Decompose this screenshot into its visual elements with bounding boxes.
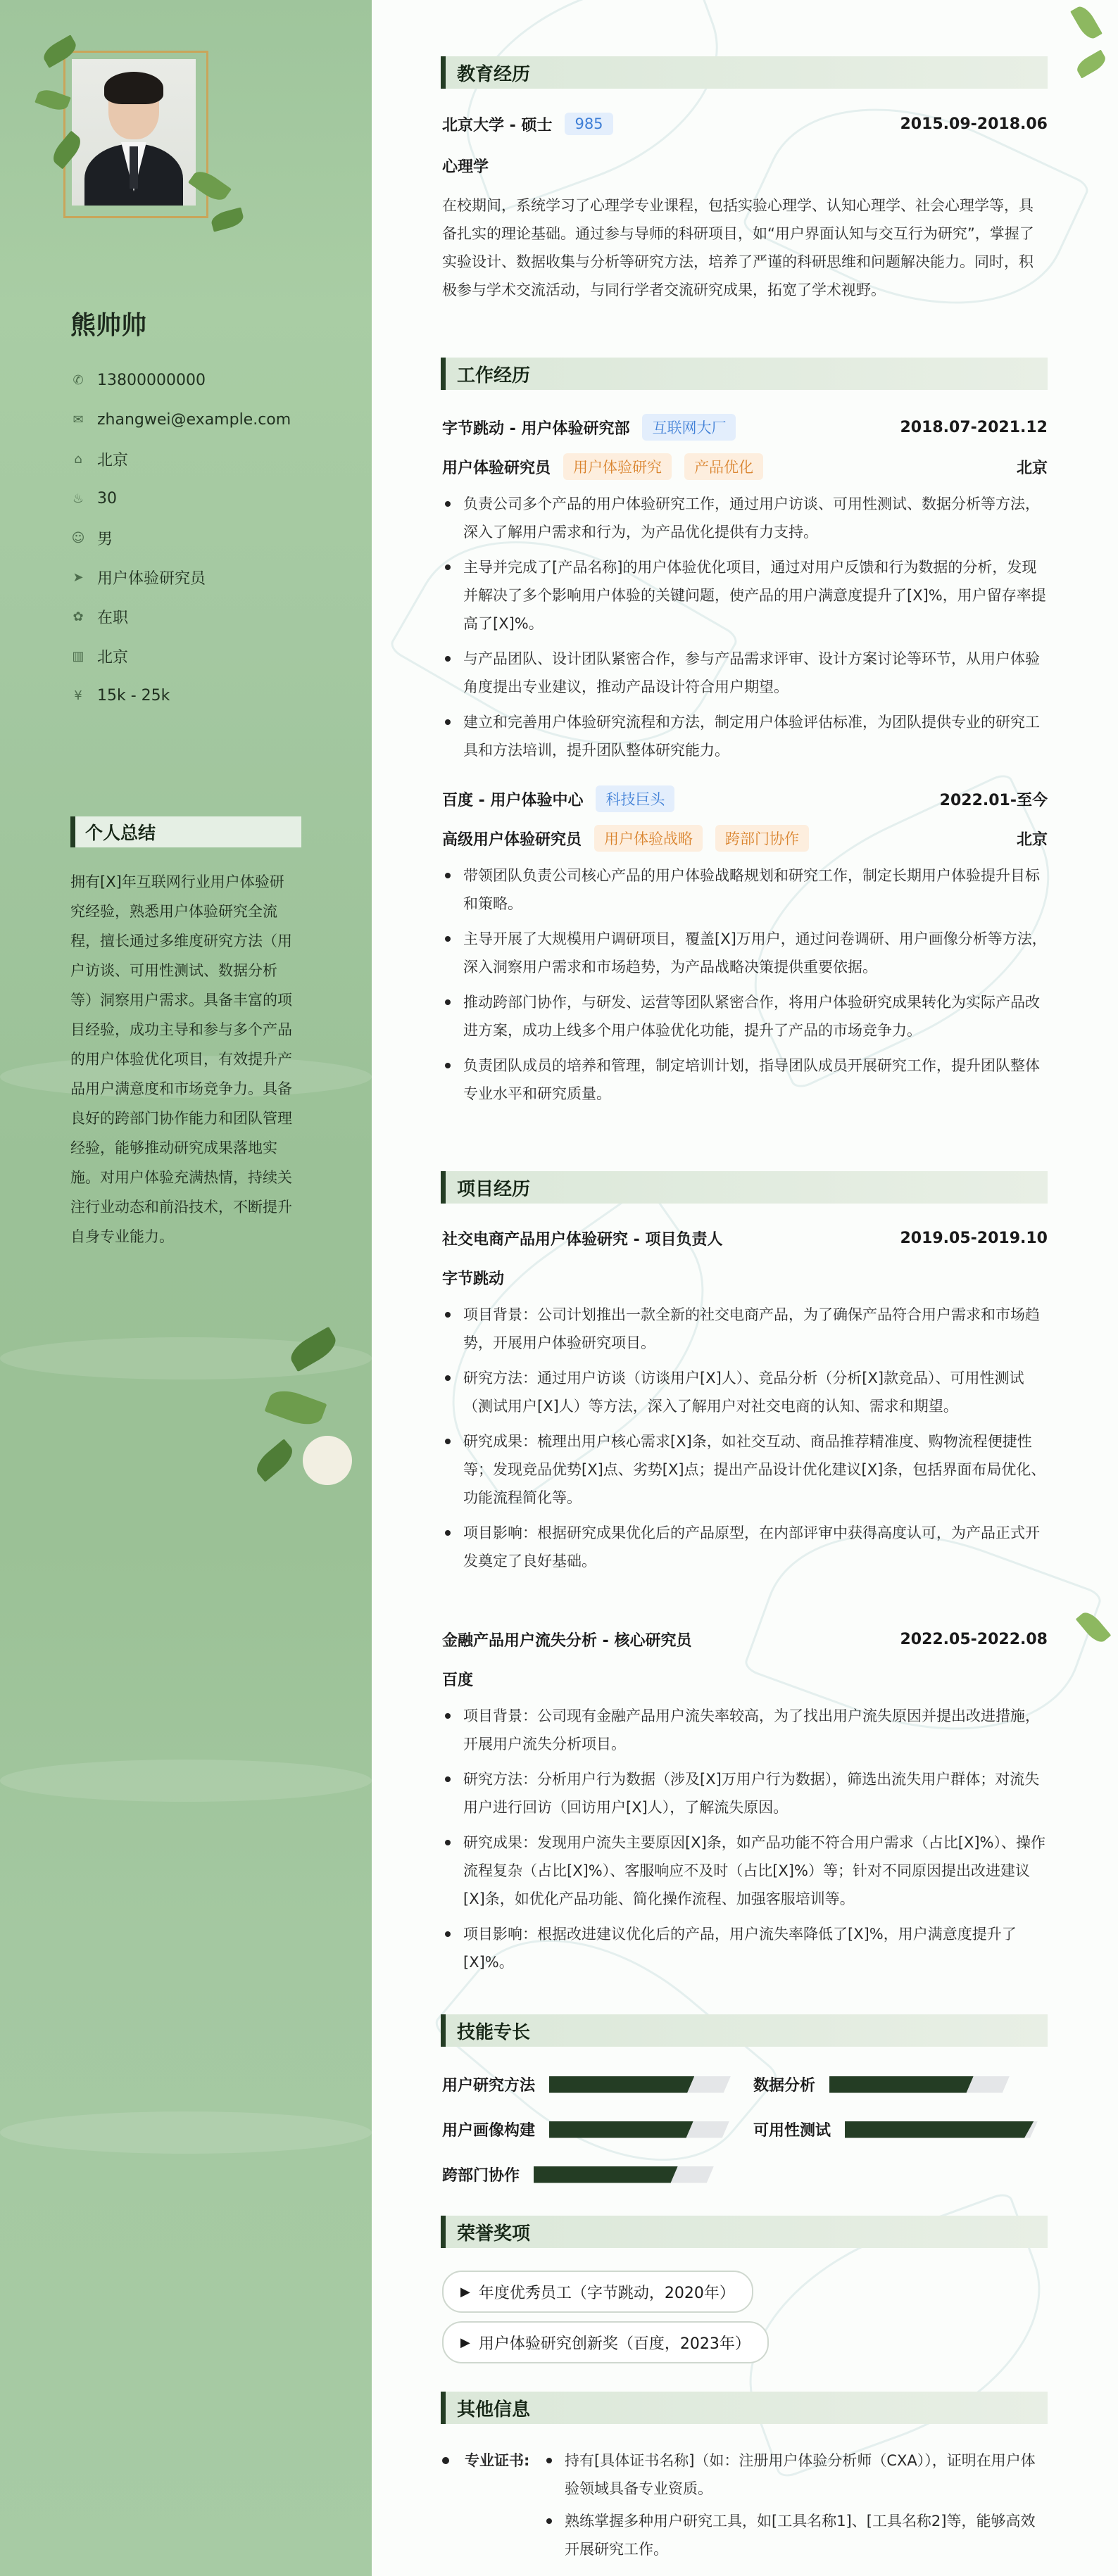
list-item: 与产品团队、设计团队紧密合作，参与产品需求评审、设计方案讨论等环节，从用户体验角度提出专业建议，推动产品设计符合用户期望。 xyxy=(442,645,1048,701)
list-item: 项目背景：公司现有金融产品用户流失率较高，为了找出用户流失原因并提出改进措施，开展用户流失分析项目。 xyxy=(442,1702,1048,1758)
job-skill-tag: 用户体验研究 xyxy=(563,453,672,480)
skill-level-fill xyxy=(549,2121,693,2138)
education-header xyxy=(442,113,1048,135)
certificate-list xyxy=(541,2446,1048,2563)
skill-item: 数据分析 xyxy=(753,2073,1010,2095)
summary-text: 拥有[X]年互联网行业用户体验研究经验，熟悉用户体验研究全流程，擅长通过多维度研究方法（用户访谈、可用性测试、数据分析等）洞察用户需求。具备丰富的项目经验，成功主导和参与多个产品的用户体验优化项目，有效提升产品用户满意度和市场竞争力。具备良好的跨部门协作能力和团队管理经验，能够推动研究成果落地实施。对用户体验充满热情，持续关注行业动态和前沿技术，不断提升自身专业能力。 xyxy=(70,873,292,1245)
leaf-decoration-icon xyxy=(1074,49,1108,78)
profile-photo xyxy=(72,59,196,206)
job-skill-tag: 用户体验战略 xyxy=(594,825,703,852)
info-location: ⌂ 北京 xyxy=(70,439,291,479)
awards-heading: 荣誉奖项 xyxy=(441,2216,1048,2248)
send-icon: ➤ xyxy=(73,569,84,585)
job-company-tag: 互联网大厂 xyxy=(642,414,736,441)
job-city: 北京 xyxy=(1016,831,1048,849)
skill-bar xyxy=(549,2121,729,2138)
flower-decoration-icon xyxy=(303,1436,352,1485)
job-company: 字节跳动 - 用户体验研究部 xyxy=(442,419,630,438)
list-item: 持有[具体证书名称]（如：注册用户体验分析师（CXA）），证明在用户体验领域具备专业资质。 xyxy=(541,2446,1048,2503)
skill-bar xyxy=(549,2076,731,2093)
skills-heading: 技能专长 xyxy=(441,2014,1048,2047)
list-item: 推动跨部门协作，与研发、运营等团队紧密合作，将用户体验研究成果转化为实际产品改进方案，成功上线多个用户体验优化功能，提升了产品的市场竞争力。 xyxy=(442,988,1048,1044)
leaf-decoration-icon xyxy=(251,1439,297,1482)
list-item: 研究方法：分析用户行为数据（涉及[X]万用户行为数据），筛选出流失用户群体；对流失用户进行回访（回访用户[X]人），了解流失原因。 xyxy=(442,1765,1048,1821)
project-date: 2022.05-2022.08 xyxy=(900,1631,1048,1648)
info-phone: ✆ 13800000000 xyxy=(70,360,291,400)
job-header xyxy=(442,785,1048,812)
other-label: 专业证书: xyxy=(465,2452,530,2469)
project-company: 字节跳动 xyxy=(442,1270,505,1288)
building-icon: ▥ xyxy=(72,648,84,664)
project-bullets xyxy=(442,1301,1048,1582)
list-item: 带领团队负责公司核心产品的用户体验战略规划和研究工作，制定长期用户体验提升目标和策略。 xyxy=(442,861,1048,918)
phone-icon: ✆ xyxy=(73,372,84,388)
skill-item: 用户画像构建 xyxy=(442,2119,729,2140)
skill-item: 跨部门协作 xyxy=(442,2164,714,2185)
status-icon: ✿ xyxy=(73,609,84,624)
leaf-decoration-icon xyxy=(210,207,246,232)
info-status: ✿ 在职 xyxy=(70,597,291,636)
skill-bar xyxy=(845,2121,1038,2138)
job-company-tag: 科技巨头 xyxy=(596,785,674,812)
award-item[interactable]: ▶ 年度优秀员工（字节跳动，2020年） xyxy=(442,2271,753,2313)
info-gender: ☺ 男 xyxy=(71,530,113,548)
avatar xyxy=(63,51,211,220)
job-header xyxy=(442,414,1048,441)
leaf-decoration-icon xyxy=(265,1385,327,1431)
other-heading: 其他信息 xyxy=(441,2392,1048,2424)
list-item: 负责团队成员的培养和管理，制定培训计划，指导团队成员开展研究工作，提升团队整体专业水平和研究质量。 xyxy=(442,1052,1048,1108)
skill-level-fill xyxy=(845,2121,1034,2138)
list-item: 主导开展了大规模用户调研项目，覆盖[X]万用户，通过问卷调研、用户画像分析等方法，深入洞察用户需求和市场趋势，为产品战略决策提供重要依据。 xyxy=(442,925,1048,981)
education-heading: 教育经历 xyxy=(441,56,1048,89)
skill-item: 用户研究方法 xyxy=(442,2073,731,2095)
home-icon: ⌂ xyxy=(74,451,82,467)
job-role: 用户体验研究员 xyxy=(442,459,551,477)
list-item: 熟练掌握多种用户研究工具，如[工具名称1]、[工具名称2]等，能够高效开展研究工作。 xyxy=(541,2507,1048,2563)
projects-heading: 项目经历 xyxy=(441,1171,1048,1204)
gender-icon: ☺ xyxy=(71,530,85,545)
job-role-row xyxy=(442,453,1048,480)
work-heading: 工作经历 xyxy=(441,358,1048,390)
skill-item: 可用性测试 xyxy=(753,2119,1038,2140)
project-header xyxy=(442,1227,1048,1249)
info-city: ▥ 北京 xyxy=(70,636,291,676)
email-icon: ✉ xyxy=(73,412,84,427)
job-city: 北京 xyxy=(1016,459,1048,477)
skill-level-fill xyxy=(534,2166,678,2183)
job-company: 百度 - 用户体验中心 xyxy=(442,791,584,809)
school-name: 北京大学 - 硕士 xyxy=(442,116,553,134)
school-tag: 985 xyxy=(565,113,613,135)
person-name: 熊帅帅 xyxy=(70,311,147,340)
education-date: 2015.09-2018.06 xyxy=(900,115,1048,133)
job-skill-tag: 跨部门协作 xyxy=(715,825,809,852)
job-role: 高级用户体验研究员 xyxy=(442,831,582,849)
salary-icon: ¥ xyxy=(74,688,82,703)
job-date: 2022.01-至今 xyxy=(939,791,1048,809)
list-item: 负责公司多个产品的用户体验研究工作，通过用户访谈、可用性测试、数据分析等方法，深入了解用户需求和行为，为产品优化提供有力支持。 xyxy=(442,490,1048,546)
skill-bar xyxy=(534,2166,714,2183)
skill-bar xyxy=(829,2076,1010,2093)
job-date: 2018.07-2021.12 xyxy=(900,418,1048,436)
leaf-decoration-icon xyxy=(1070,3,1103,42)
project-company: 百度 xyxy=(442,1672,474,1689)
list-item: 研究成果：发现用户流失主要原因[X]条，如产品功能不符合用户需求（占比[X]%）、操作流程复杂（占比[X]%）、客服响应不及时（占比[X]%）等；针对不同原因提出改进建议[X]条，如优化产品功能、简化操作流程、加强客服培训等。 xyxy=(442,1829,1048,1913)
project-header xyxy=(442,1629,1048,1650)
project-name: 社交电商产品用户体验研究 - 项目负责人 xyxy=(442,1231,723,1249)
education-major: 心理学 xyxy=(442,158,489,176)
job-bullets xyxy=(442,861,1048,1115)
summary-heading: 个人总结 xyxy=(70,816,301,847)
list-item: 主导并完成了[产品名称]的用户体验优化项目，通过对用户反馈和行为数据的分析，发现并解决了多个影响用户体验的关键问题，使产品的用户满意度提升了[X]%，用户留存率提高了[X]%。 xyxy=(442,553,1048,638)
education-description: 在校期间，系统学习了心理学专业课程，包括实验心理学、认知心理学、社会心理学等，具备扎实的理论基础。通过参与导师的科研项目，如“用户界面认知与交互行为研究”，掌握了实验设计、数据收集与分析等研究方法，培养了严谨的科研思维和问题解决能力。同时，积极参与学术交流活动，与同行学者交流研究成果，拓宽了学术视野。 xyxy=(442,197,1034,298)
list-item: 项目影响：根据研究成果优化后的产品原型，在内部评审中获得高度认可，为产品正式开发奠定了良好基础。 xyxy=(442,1519,1048,1575)
info-salary: ¥ 15k - 25k xyxy=(70,676,291,715)
play-triangle-icon: ▶ xyxy=(460,2335,470,2350)
project-name: 金融产品用户流失分析 - 核心研究员 xyxy=(442,1632,692,1650)
project-bullets xyxy=(442,1702,1048,1983)
info-email: ✉ zhangwei@example.com xyxy=(70,400,291,439)
skill-level-fill xyxy=(829,2076,974,2093)
cake-icon: ♨ xyxy=(72,491,84,506)
job-role-row xyxy=(442,825,1048,852)
project-date: 2019.05-2019.10 xyxy=(900,1230,1048,1247)
play-triangle-icon: ▶ xyxy=(460,2284,470,2299)
award-item[interactable]: ▶ 用户体验研究创新奖（百度，2023年） xyxy=(442,2321,769,2363)
info-age: ♨ 30 xyxy=(70,479,291,518)
skill-level-fill xyxy=(549,2076,694,2093)
list-item: 项目影响：根据改进建议优化后的产品，用户流失率降低了[X]%，用户满意度提升了[X]%。 xyxy=(442,1920,1048,1976)
list-item: 研究方法：通过用户访谈（访谈用户[X]人）、竞品分析（分析[X]款竞品）、可用性测试（测试用户[X]人）等方法，深入了解用户对社交电商的认知、需求和期望。 xyxy=(442,1364,1048,1420)
job-skill-tag: 产品优化 xyxy=(684,453,763,480)
list-item: 研究成果：梳理出用户核心需求[X]条，如社交互动、商品推荐精准度、购物流程便捷性等；发现竞品优势[X]点、劣势[X]点；提出产品设计优化建议[X]条，包括界面布局优化、功能流程简化等。 xyxy=(442,1427,1048,1512)
list-item: 项目背景：公司计划推出一款全新的社交电商产品，为了确保产品符合用户需求和市场趋势，开展用户体验研究项目。 xyxy=(442,1301,1048,1357)
sidebar xyxy=(0,0,372,2576)
job-bullets xyxy=(442,490,1048,771)
info-position: ➤ 用户体验研究员 xyxy=(70,557,291,597)
contact-info xyxy=(70,360,291,715)
list-item: 建立和完善用户体验研究流程和方法，制定用户体验评估标准，为团队提供专业的研究工具和方法培训，提升团队整体研究能力。 xyxy=(442,708,1048,764)
